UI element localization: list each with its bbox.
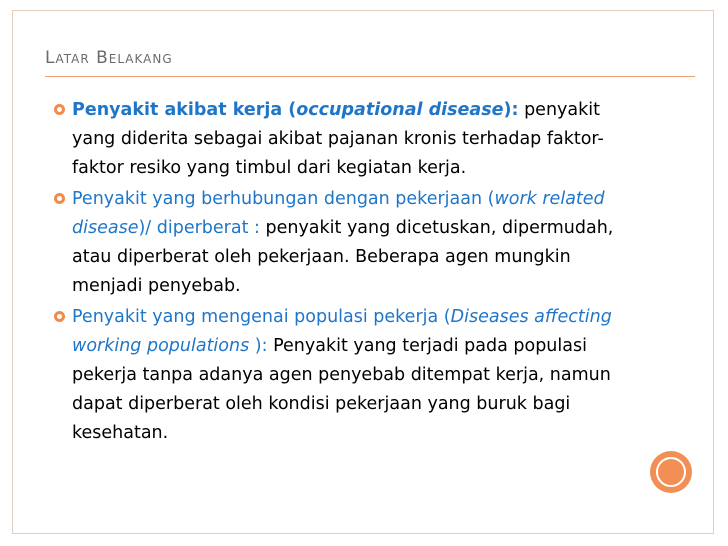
bullet-ring-icon bbox=[54, 311, 65, 322]
bullet-3-title-end: ): bbox=[249, 336, 268, 356]
bullet-ring-icon bbox=[54, 193, 65, 204]
bullet-3-text: Penyakit yang terjadi pada populasi pekerja tanpa adanya agen penyebab ditempat kerja, namun dapat diperberat oleh kondisi pekerjaan yang buruk bagi kesehatan. bbox=[72, 336, 611, 443]
bullet-item-1 bbox=[40, 96, 630, 183]
bullet-1-title: Penyakit akibat kerja ( bbox=[72, 100, 297, 120]
bullet-list bbox=[40, 96, 630, 450]
bullet-item-2 bbox=[40, 185, 630, 301]
bullet-2-title-italic: work related disease bbox=[72, 189, 605, 238]
slide-title: Latar Belakang bbox=[45, 48, 173, 68]
decorative-circle-icon bbox=[650, 451, 692, 493]
bullet-1-title-italic: occupational disease bbox=[296, 100, 504, 120]
bullet-1-text: penyakit yang diderita sebagai akibat pajanan kronis terhadap faktor-faktor resiko yang timbul dari kegiatan kerja. bbox=[72, 100, 604, 178]
bullet-2-text: penyakit yang dicetuskan, dipermudah, atau diperberat oleh pekerjaan. Beberapa agen mungkin menjadi penyebab. bbox=[72, 218, 614, 296]
bullet-2-title-end: )/ diperberat : bbox=[138, 218, 260, 238]
bullet-2-title: Penyakit yang berhubungan dengan pekerjaan ( bbox=[72, 189, 495, 209]
bullet-3-title: Penyakit yang mengenai populasi pekerja ( bbox=[72, 307, 451, 327]
bullet-item-3 bbox=[40, 303, 630, 448]
bullet-1-title-end: ): bbox=[503, 100, 519, 120]
bullet-3-title-italic: Diseases affecting working populations bbox=[72, 307, 612, 356]
title-divider bbox=[45, 76, 695, 77]
bullet-ring-icon bbox=[54, 104, 65, 115]
